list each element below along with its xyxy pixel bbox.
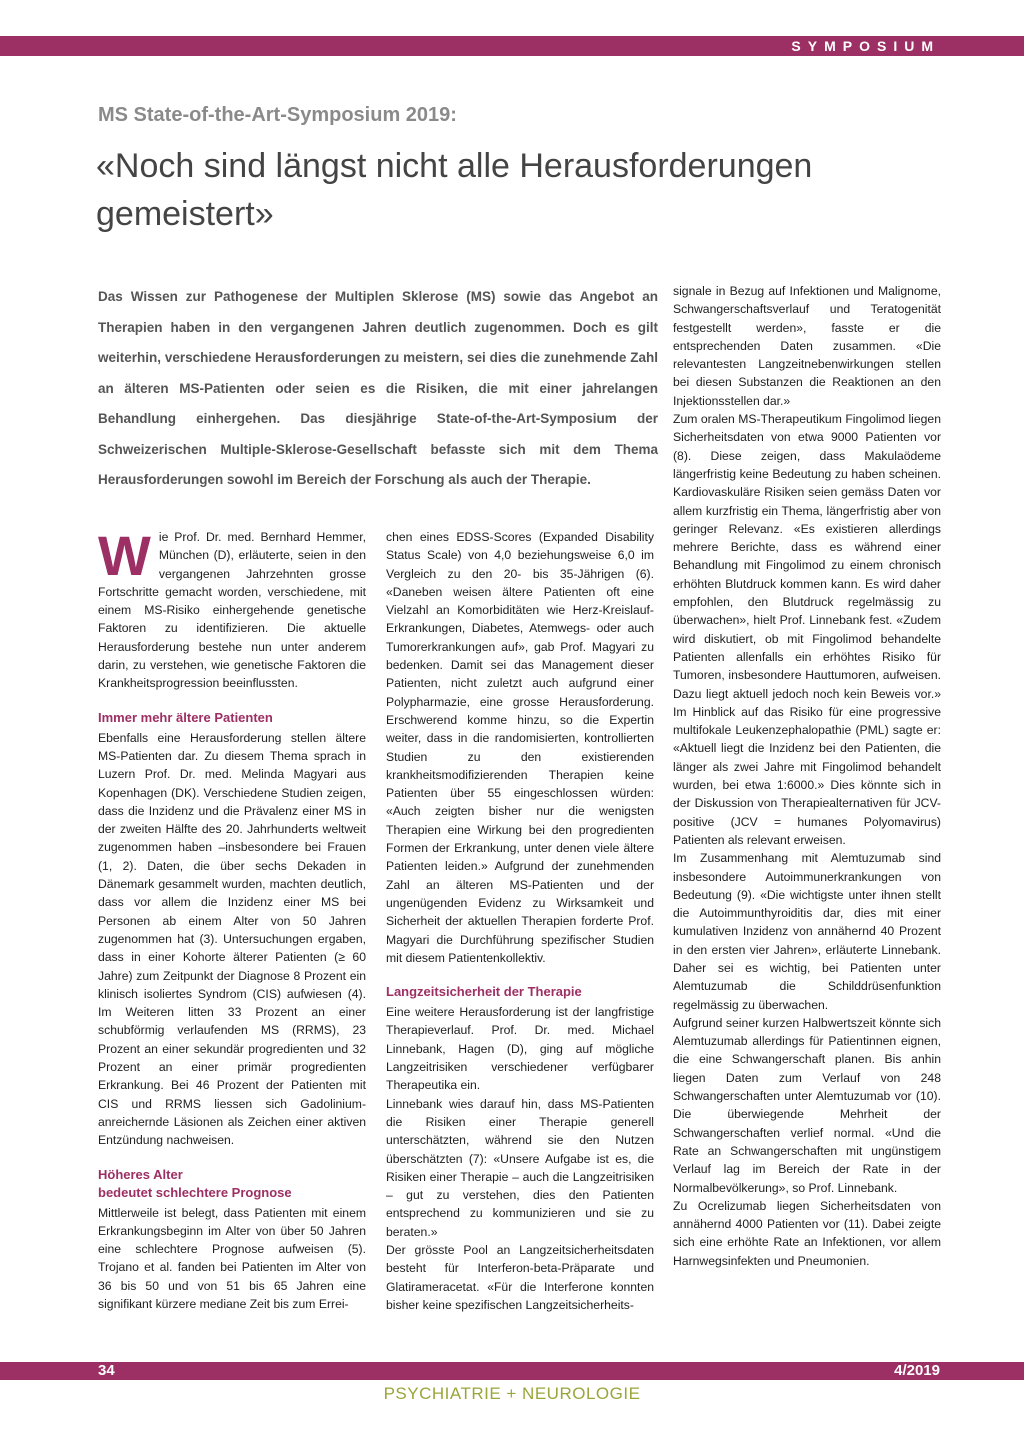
paragraph: Aufgrund seiner kurzen Halbwertszeit könnte sich Alemtuzumab allerdings für Patientinnen eignen, die eine Schwangerschaft planen. Bis anhin liegen Daten zum Verlauf von 248 Schwangerschaften unter Alemtuzumab vor (10). Die überwiegende Mehrheit der Schwangerschaften verlief normal. «Und die Rate an Schwangerschaften mit ungünstigem Verlauf lag im Bereich der Rate in der Normalbevölkerung», so Prof. Linnebank.: [673, 1015, 941, 1195]
subheading-prognosis: [98, 1166, 366, 1202]
article-lead: Das Wissen zur Pathogenese der Multiplen Sklerose (MS) sowie das Angebot an Therapien haben in den vergangenen Jahren deutlich zugenommen. Doch es gilt weiterhin, verschiedene Herausforderungen zu meistern, sei dies die zunehmende Zahl an älteren MS-Patienten oder seien es die Risiken, die mit einer jahrelangen Behandlung einhergehen. Das diesjährige State-of-the-Art-Symposium der Schweizerischen Multiple-Sklerose-Gesellschaft befasste sich mit dem Thema Herausforderungen sowohl im Bereich der Forschung als auch der Therapie.: [98, 289, 658, 487]
journal-name: PSYCHIATRIE + NEUROLOGIE: [383, 1384, 641, 1403]
column-1: [98, 524, 366, 1313]
intro-paragraph: [98, 524, 366, 693]
subheading-long-term-safety: Langzeitsicherheit der Therapie: [386, 984, 582, 1000]
paragraph: Im Zusammenhang mit Alemtuzumab sind insbesondere Autoimmunerkrankungen von Bedeutung (9). «Die wichtigste unter ihnen stellt die Autoimmunthyroiditis dar, dies mit einer kumulativen Inzidenz von annähernd 40 Prozent in den ersten vier Jahren», erläuterte Linnebank. Daher sei es wichtig, bei Patienten unter Alemtuzumab die Schilddrüsenfunktion regelmässig zu überwachen.: [673, 851, 941, 1012]
subheading-line: bedeutet schlechtere Prognose: [98, 1184, 292, 1200]
section-label: SYMPOSIUM: [791, 38, 940, 54]
paragraph: Zum oralen MS-Therapeutikum Fingolimod liegen Sicherheitsdaten von etwa 9000 Patienten vor (8). Diese zeigen, dass Makulaödeme längerfristig keine Bedeutung zu haben scheinen. Kardiovaskuläre Risiken seien gemäss Daten vor allem kurzfristig ein Thema, längerfristig aber von geringer Relevanz. «Es existieren allerdings mehrere Berichte, dass es während einer Behandlung mit Fingolimod zu einem chronisch erhöhten Blutdruck kommen kann. Es wird daher empfohlen, den Blutdruck regelmässig zu überwachen», hielt Prof. Linnebank fest. «Zudem wird diskutiert, ob mit Fingolimod behandelte Patienten allenfalls ein erhöhtes Risiko für Tumoren, insbesondere Hauttumoren, aufweisen. Dazu liegt aktuell jedoch noch kein Beweis vor.» Im Hinblick auf das Risiko für eine progressive multifokale Leukenzephalopathie (PML) sagte er: «Aktuell liegt die Inzidenz bei den Patienten, die länger als zwei Jahre mit Fingolimod behandelt wurden, bei etwa 1:6000.» Dies könnte sich in der Diskussion von Therapiealternativen für JCV-positive (JCV = humanes Polyomavirus) Patienten als relevant erweisen.: [673, 412, 941, 847]
footer-bar: [0, 1362, 1024, 1380]
paragraph: Linnebank wies darauf hin, dass MS-Patienten die Risiken einer Therapie generell unterschätzten, während sie den Nutzen überschätzten (7): «Unsere Aufgabe ist es, die Risiken einer Therapie – auch die Langzeitrisiken – gut zu verstehen, dies den Patienten entsprechend zu kommunizieren und sie zu beraten.»: [386, 1096, 654, 1239]
article-title: «Noch sind längst nicht alle Herausforderungen gemeistert»: [96, 147, 813, 233]
article-kicker: MS State-of-the-Art-Symposium 2019:: [98, 104, 457, 126]
paragraph: chen eines EDSS-Scores (Expanded Disability Status Scale) von 4,0 beziehungsweise 6,0 im Vergleich zu den 20- bis 35-Jährigen (6). «Daneben weisen ältere Patienten oft eine Vielzahl an Komorbiditäten wie Herz-Kreislauf-Erkrankungen, Diabetes, Atemwegs- oder auch Tumorerkrankungen auf», gab Prof. Magyari zu bedenken. Damit sei das Management dieser Patienten, nicht zuletzt auch aufgrund einer Polypharmazie, eine grosse Herausforderung. Erschwerend komme hinzu, so die Expertin weiter, dass in die randomisierten, kontrollierten Studien zu den existierenden krankheitsmodifizierenden Therapien keine Patienten über 55 eingeschlossen würden: «Auch zeigten bisher nur die wenigsten Therapien eine Wirkung bei den progredienten Formen der Erkrankung, unter denen viele ältere Patienten leiden.» Aufgrund der zunehmenden Zahl an älteren MS-Patienten und der ungenügenden Evidenz zu Wirksamkeit und Sicherheit der aktuellen Therapien forderte Prof. Magyari die Durchführung spezifischer Studien mit diesem Patientenkollektiv.: [386, 530, 654, 965]
paragraph: Ebenfalls eine Herausforderung stellen ältere MS-Patienten dar. Zu diesem Thema sprach in Luzern Prof. Dr. med. Melinda Magyari aus Kopenhagen (DK). Verschiedene Studien zeigen, dass die Inzidenz und die Prävalenz einer MS in der zweiten Hälfte des 20. Jahrhunderts weltweit zugenommen haben –insbesondere bei Frauen (1, 2). Daten, die über sechs Dekaden in Dänemark gesammelt wurden, machten deutlich, dass vor allem die Inzidenz einer MS bei Personen ab einem Alter von 50 Jahren zugenommen hat (3). Untersuchungen ergaben, dass in einer Kohorte älterer Patienten (≥ 60 Jahre) zum Zeitpunkt der Diagnose 8 Prozent ein klinisch isoliertes Syndrom (CIS) aufwiesen (4). Im Weiteren litten 33 Prozent an einer schubförmig verlaufenden MS (RRMS), 23 Prozent an einer sekundär progredienten und 32 Prozent an einer primär progredienten Erkrankung. Bei 46 Prozent der Patienten mit CIS und RRMS liessen sich Gadolinium-anreichernde Läsionen als Zeichen einer aktiven Entzündung nachweisen.: [98, 730, 366, 1148]
drop-cap: W: [98, 524, 151, 587]
subheading-older-patients: Immer mehr ältere Patienten: [98, 709, 273, 725]
column-3: [673, 282, 941, 1270]
intro-text: ie Prof. Dr. med. Bernhard Hemmer, München (D), erläuterte, seien in den vergangenen Jahrzehnten grosse Fortschritte gemacht worden, verschiedene, mit einem MS-Risiko einhergehende genetische Faktoren zu identifizieren. Die aktuelle Herausforderung bestehe nun unter anderem darin, zu verstehen, wie genetische Faktoren die Krankheitsprogression beeinflussten.: [98, 530, 366, 691]
page-number: 34: [98, 1362, 115, 1379]
issue-number: 4/2019: [894, 1362, 940, 1379]
paragraph: signale in Bezug auf Infektionen und Malignome, Schwangerschaftsverlauf und Teratogenität festgestellt werden», fasste er die entsprechenden Daten zusammen. «Die relevantesten Langzeitnebenwirkungen stellen bei diesen Substanzen die Reaktionen an den Injektionsstellen dar.»: [673, 284, 941, 408]
subheading-line: Höheres Alter: [98, 1166, 183, 1182]
paragraph: Der grösste Pool an Langzeitsicherheitsdaten besteht für Interferon-beta-Präparate und Glatirameracetat. «Für die Interferone konnten bisher keine spezifischen Langzeitsicherheits-: [386, 1242, 654, 1312]
paragraph: Zu Ocrelizumab liegen Sicherheitsdaten von annähernd 4000 Patienten vor (11). Dabei zeigte sich eine erhöhte Rate an Infektionen, vor allem Harnwegsinfekten und Pneumonien.: [673, 1198, 941, 1268]
column-2: [386, 528, 654, 1314]
paragraph: Eine weitere Herausforderung ist der langfristige Therapieverlauf. Prof. Dr. med. Michael Linnebank, Hagen (D), ging auf mögliche Langzeitrisiken verschiedener verfügbarer Therapeutika ein.: [386, 1005, 654, 1093]
paragraph: Mittlerweile ist belegt, dass Patienten mit einem Erkrankungsbeginn im Alter von über 50 Jahren eine schlechtere Prognose aufweisen (5). Trojano et al. fanden bei Patienten im Alter von 36 bis 50 und von 51 bis 65 Jahren eine signifikant kürzere mediane Zeit bis zum Errei-: [98, 1205, 366, 1311]
